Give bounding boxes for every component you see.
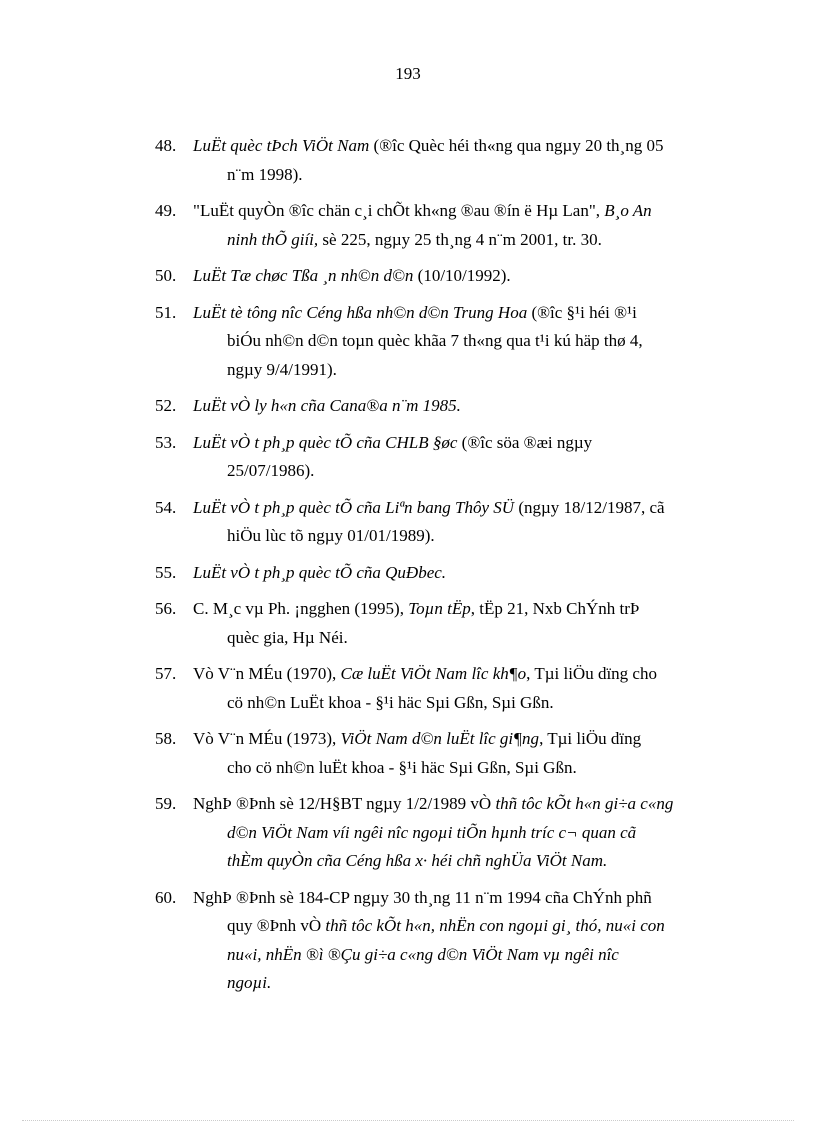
- reference-number: 60.: [155, 887, 177, 907]
- reference-text: hiÖu lùc tõ ngµy 01/01/1989).: [227, 526, 435, 545]
- reference-number: 55.: [155, 562, 177, 582]
- reference-title-text: LuËt quèc tÞch ViÖt Nam: [193, 136, 370, 155]
- reference-text: , tËp 21, Nxb ChÝnh trÞ: [470, 599, 640, 618]
- reference-number: 53.: [155, 432, 177, 452]
- reference-title-text: LuËt Tæ chøc Tßa ¸n nh©n d©n: [193, 266, 414, 285]
- reference-line: [193, 819, 739, 848]
- reference-text: (®îc Quèc héi th«ng qua ngµy 20 th¸ng 05: [369, 136, 664, 155]
- reference-text: , Tµi liÖu dïng: [539, 729, 642, 748]
- page-bottom-divider: [22, 1120, 794, 1121]
- reference-text: Vò V¨n MÉu (1973),: [193, 729, 341, 748]
- reference-line: [193, 197, 739, 226]
- reference-text: (®îc §¹i héi ®¹i: [527, 302, 637, 322]
- reference-text: cho cö nh©n luËt khoa - §¹i häc Sµi Gßn, Sµi Gßn.: [227, 757, 577, 777]
- reference-number: 52.: [155, 396, 177, 415]
- reference-text: C. M¸c vµ Ph. ¡ngghen (1995),: [193, 599, 409, 618]
- reference-line: [193, 429, 739, 458]
- reference-text: biÓu nh©n d©n toµn quèc khãa 7 th«ng qua t¹i kú häp thø 4,: [227, 331, 643, 350]
- reference-item: [155, 660, 739, 717]
- reference-item: [155, 884, 739, 998]
- reference-text: "LuËt quyÒn ®îc chän c¸i chÕt kh«ng ®au ®ín ë Hµ Lan",: [193, 201, 605, 220]
- reference-item: [155, 595, 739, 652]
- reference-line: [193, 559, 739, 588]
- reference-text: (ngµy 18/12/1987, cã: [514, 497, 665, 517]
- page-number: 193: [395, 64, 421, 83]
- reference-title-text: LuËt vÒ t ph¸p quèc tÕ cña CHLB §øc: [193, 432, 458, 452]
- reference-line: [193, 522, 739, 551]
- reference-line: [193, 941, 739, 970]
- reference-line: [193, 660, 739, 689]
- reference-line: [193, 595, 739, 624]
- reference-line: [193, 689, 739, 718]
- reference-text: cö nh©n LuËt khoa - §¹i häc Sµi Gßn, Sµi Gßn.: [227, 692, 554, 712]
- reference-item: [155, 299, 739, 385]
- reference-number: 57.: [155, 664, 177, 683]
- reference-line: [193, 132, 739, 161]
- reference-line: [193, 725, 739, 754]
- reference-title-text: Toµn tËp: [408, 599, 471, 618]
- reference-line: [193, 262, 739, 291]
- reference-title-text: ViÖt Nam d©n luËt lîc gi¶ng: [340, 729, 540, 748]
- reference-text: (®îc söa ®æi ngµy: [457, 432, 593, 452]
- reference-line: [193, 299, 739, 328]
- reference-title-text: LuËt tè tông nîc Céng hßa nh©n d©n Trung Hoa: [193, 302, 528, 322]
- reference-line: [193, 457, 739, 486]
- reference-line: [193, 161, 739, 190]
- reference-line: [193, 327, 739, 356]
- reference-line: [193, 494, 739, 523]
- reference-title-text: thñ tôc kÕt h«n gi÷a c«ng: [495, 794, 674, 813]
- reference-title-text: ninh thÕ giíi,: [227, 229, 319, 249]
- reference-text: 25/07/1986).: [227, 461, 315, 480]
- reference-text: , Tµi liÖu dïng cho: [526, 664, 657, 683]
- reference-title-text: nu«i, nhËn ®ì ®Çu gi÷a c«ng d©n ViÖt Nam vµ ngêi nîc: [227, 944, 619, 964]
- reference-line: [193, 884, 739, 913]
- reference-number: 59.: [155, 794, 177, 813]
- reference-title-text: d©n ViÖt Nam víi ngêi nîc ngoµi tiÕn hµnh tríc c¬ quan cã: [227, 822, 637, 842]
- reference-number: 50.: [155, 266, 177, 285]
- reference-line: [193, 969, 739, 998]
- reference-item: [155, 790, 739, 876]
- reference-title-text: LuËt vÒ t ph¸p quèc tÕ cña Liªn bang Thôy SÜ: [193, 497, 515, 517]
- reference-line: [193, 392, 739, 421]
- reference-text: NghÞ ®Þnh sè 184-CP ngµy 30 th¸ng 11 n¨m 1994 cña ChÝnh phñ: [193, 887, 652, 907]
- reference-text: quy ®Þnh vÒ: [227, 916, 326, 935]
- reference-title-text: B¸o An: [604, 201, 652, 220]
- reference-line: [193, 847, 739, 876]
- reference-title-text: LuËt vÒ ly h«n cña Cana®a n¨m 1985.: [193, 396, 461, 415]
- reference-item: [155, 494, 739, 551]
- reference-text: quèc gia, Hµ Néi.: [227, 627, 348, 647]
- reference-line: [193, 754, 739, 783]
- reference-text: Vò V¨n MÉu (1970),: [193, 664, 341, 683]
- reference-item: [155, 725, 739, 782]
- reference-item: [155, 197, 739, 254]
- reference-item: [155, 559, 739, 588]
- reference-title-text: LuËt vÒ t ph¸p quèc tÕ cña QuÐbec.: [193, 562, 447, 582]
- reference-item: [155, 262, 739, 291]
- reference-line: [193, 356, 739, 385]
- reference-line: [193, 790, 739, 819]
- reference-item: [155, 132, 739, 189]
- reference-title-text: thñ tôc kÕt h«n, nhËn con ngoµi gi¸ thó, nu«i con: [325, 916, 665, 935]
- reference-item: [155, 429, 739, 486]
- reference-number: 56.: [155, 599, 177, 618]
- reference-title-text: Cæ luËt ViÖt Nam lîc kh¶o: [340, 664, 527, 683]
- reference-title-text: ngoµi.: [227, 973, 272, 992]
- reference-text: n¨m 1998).: [227, 164, 303, 184]
- reference-number: 54.: [155, 497, 177, 517]
- reference-number: 49.: [155, 201, 177, 220]
- reference-number: 58.: [155, 729, 177, 748]
- reference-line: [193, 226, 739, 255]
- reference-text: ngµy 9/4/1991).: [227, 359, 337, 379]
- reference-line: [193, 912, 739, 941]
- reference-number: 48.: [155, 136, 177, 155]
- reference-line: [193, 624, 739, 653]
- reference-title-text: thÈm quyÒn cña Céng hßa x· héi chñ nghÜa ViÖt Nam.: [227, 851, 608, 870]
- reference-item: [155, 392, 739, 421]
- reference-list: [155, 132, 739, 1006]
- reference-text: NghÞ ®Þnh sè 12/H§BT ngµy 1/2/1989 vÒ: [193, 794, 496, 813]
- reference-text: sè 225, ngµy 25 th¸ng 4 n¨m 2001, tr. 30.: [318, 229, 602, 249]
- reference-number: 51.: [155, 302, 177, 322]
- reference-text: (10/10/1992).: [413, 266, 511, 285]
